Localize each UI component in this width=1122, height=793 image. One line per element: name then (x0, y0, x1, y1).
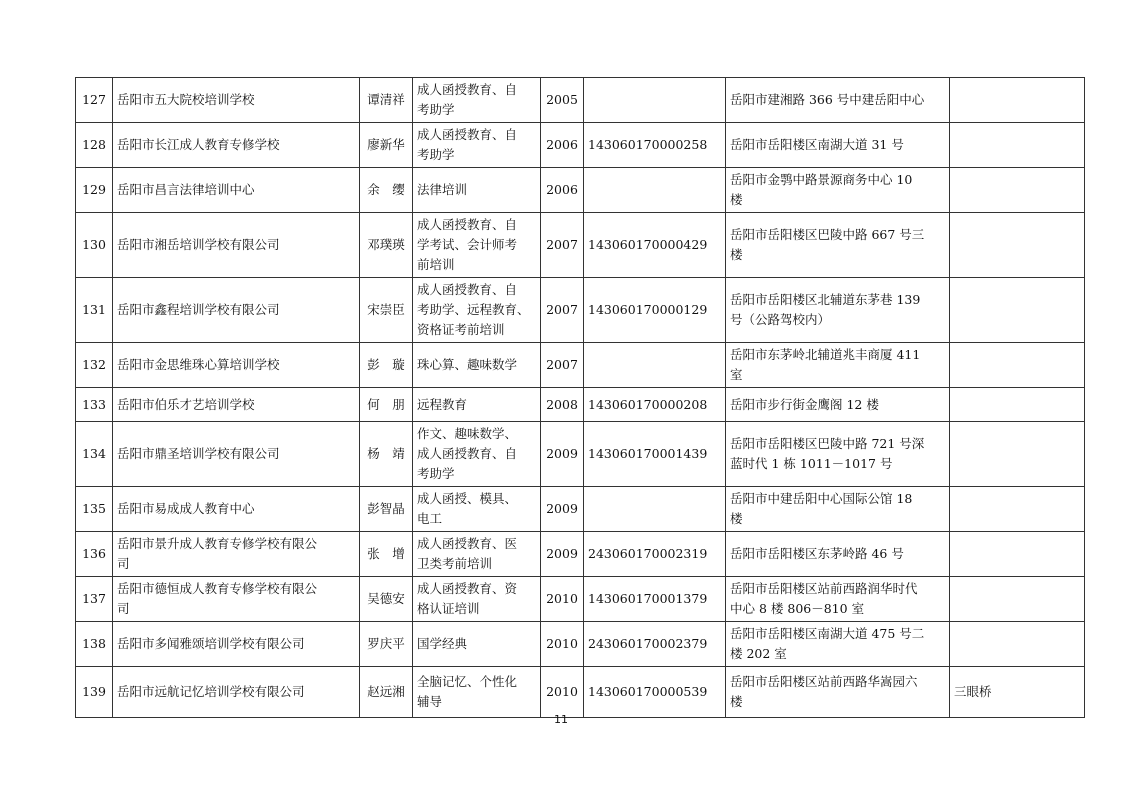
legal-representative-cell: 罗庆平 (360, 622, 413, 667)
note-cell (950, 278, 1085, 343)
note-cell (950, 213, 1085, 278)
row-number-cell: 128 (76, 123, 113, 168)
note-cell (950, 343, 1085, 388)
table-row (76, 78, 1085, 123)
address-cell: 岳阳市步行街金鹰阁 12 楼 (726, 388, 950, 422)
row-number-cell: 136 (76, 532, 113, 577)
table-row (76, 343, 1085, 388)
license-number-cell: 143060170001439 (584, 422, 726, 487)
address-cell: 岳阳市岳阳楼区巴陵中路 667 号三 楼 (726, 213, 950, 278)
training-scope-cell: 成人函授教育、医 卫类考前培训 (413, 532, 541, 577)
row-number-cell: 137 (76, 577, 113, 622)
page-number: 11 (554, 713, 568, 726)
school-name-cell: 岳阳市鑫程培训学校有限公司 (113, 278, 360, 343)
legal-representative-cell: 邓璞瑛 (360, 213, 413, 278)
legal-representative-cell: 吴德安 (360, 577, 413, 622)
address-cell: 岳阳市金鹗中路景源商务中心 10 楼 (726, 168, 950, 213)
school-name-cell: 岳阳市湘岳培训学校有限公司 (113, 213, 360, 278)
year-established-cell: 2006 (541, 168, 584, 213)
year-established-cell: 2007 (541, 343, 584, 388)
school-name-cell: 岳阳市景升成人教育专修学校有限公 司 (113, 532, 360, 577)
row-number-cell: 132 (76, 343, 113, 388)
note-cell (950, 622, 1085, 667)
table-row (76, 622, 1085, 667)
row-number-cell: 138 (76, 622, 113, 667)
table-row (76, 213, 1085, 278)
table-row (76, 388, 1085, 422)
school-name-cell: 岳阳市昌言法律培训中心 (113, 168, 360, 213)
school-name-cell: 岳阳市易成成人教育中心 (113, 487, 360, 532)
license-number-cell: 143060170000129 (584, 278, 726, 343)
row-number-cell: 139 (76, 667, 113, 718)
year-established-cell: 2008 (541, 388, 584, 422)
training-scope-cell: 成人函授教育、自 学考试、会计师考 前培训 (413, 213, 541, 278)
year-established-cell: 2009 (541, 422, 584, 487)
year-established-cell: 2006 (541, 123, 584, 168)
legal-representative-cell: 廖新华 (360, 123, 413, 168)
year-established-cell: 2007 (541, 213, 584, 278)
address-cell: 岳阳市岳阳楼区南湖大道 31 号 (726, 123, 950, 168)
row-number-cell: 131 (76, 278, 113, 343)
legal-representative-cell: 彭智晶 (360, 487, 413, 532)
legal-representative-cell: 谭清祥 (360, 78, 413, 123)
address-cell: 岳阳市岳阳楼区东茅岭路 46 号 (726, 532, 950, 577)
license-number-cell: 143060170000539 (584, 667, 726, 718)
table-row (76, 422, 1085, 487)
note-cell (950, 487, 1085, 532)
note-cell (950, 168, 1085, 213)
license-number-cell (584, 487, 726, 532)
year-established-cell: 2007 (541, 278, 584, 343)
note-cell (950, 123, 1085, 168)
year-established-cell: 2009 (541, 487, 584, 532)
license-number-cell: 243060170002379 (584, 622, 726, 667)
license-number-cell (584, 168, 726, 213)
school-name-cell: 岳阳市鼎圣培训学校有限公司 (113, 422, 360, 487)
address-cell: 岳阳市中建岳阳中心国际公馆 18 楼 (726, 487, 950, 532)
table-row (76, 577, 1085, 622)
license-number-cell (584, 78, 726, 123)
school-name-cell: 岳阳市伯乐才艺培训学校 (113, 388, 360, 422)
note-cell (950, 577, 1085, 622)
school-name-cell: 岳阳市金思维珠心算培训学校 (113, 343, 360, 388)
license-number-cell: 143060170000258 (584, 123, 726, 168)
training-scope-cell: 成人函授教育、自 考助学 (413, 78, 541, 123)
address-cell: 岳阳市建湘路 366 号中建岳阳中心 (726, 78, 950, 123)
training-scope-cell: 远程教育 (413, 388, 541, 422)
address-cell: 岳阳市岳阳楼区南湖大道 475 号二 楼 202 室 (726, 622, 950, 667)
training-scope-cell: 成人函授教育、自 考助学、远程教育、 资格证考前培训 (413, 278, 541, 343)
legal-representative-cell: 何 朋 (360, 388, 413, 422)
legal-representative-cell: 余 缨 (360, 168, 413, 213)
legal-representative-cell: 杨 靖 (360, 422, 413, 487)
legal-representative-cell: 彭 璇 (360, 343, 413, 388)
training-scope-cell: 全脑记忆、个性化 辅导 (413, 667, 541, 718)
address-cell: 岳阳市岳阳楼区北辅道东茅巷 139 号（公路驾校内） (726, 278, 950, 343)
address-cell: 岳阳市岳阳楼区巴陵中路 721 号深 蓝时代 1 栋 1011－1017 号 (726, 422, 950, 487)
row-number-cell: 135 (76, 487, 113, 532)
table-row (76, 487, 1085, 532)
address-cell: 岳阳市岳阳楼区站前西路润华时代 中心 8 楼 806－810 室 (726, 577, 950, 622)
training-scope-cell: 国学经典 (413, 622, 541, 667)
row-number-cell: 133 (76, 388, 113, 422)
note-cell (950, 388, 1085, 422)
table-row (76, 278, 1085, 343)
license-number-cell: 143060170001379 (584, 577, 726, 622)
legal-representative-cell: 张 增 (360, 532, 413, 577)
row-number-cell: 129 (76, 168, 113, 213)
school-name-cell: 岳阳市多闻雅颂培训学校有限公司 (113, 622, 360, 667)
table-row (76, 168, 1085, 213)
note-cell (950, 532, 1085, 577)
note-cell (950, 422, 1085, 487)
training-scope-cell: 成人函授教育、资 格认证培训 (413, 577, 541, 622)
registry-table (75, 77, 1085, 718)
table-row (76, 667, 1085, 718)
training-scope-cell: 成人函授、模具、 电工 (413, 487, 541, 532)
note-cell: 三眼桥 (950, 667, 1085, 718)
year-established-cell: 2010 (541, 667, 584, 718)
row-number-cell: 134 (76, 422, 113, 487)
training-scope-cell: 法律培训 (413, 168, 541, 213)
table-row (76, 123, 1085, 168)
row-number-cell: 130 (76, 213, 113, 278)
legal-representative-cell: 宋崇臣 (360, 278, 413, 343)
school-name-cell: 岳阳市五大院校培训学校 (113, 78, 360, 123)
legal-representative-cell: 赵远湘 (360, 667, 413, 718)
note-cell (950, 78, 1085, 123)
training-scope-cell: 作文、趣味数学、 成人函授教育、自 考助学 (413, 422, 541, 487)
license-number-cell: 243060170002319 (584, 532, 726, 577)
license-number-cell: 143060170000429 (584, 213, 726, 278)
school-name-cell: 岳阳市长江成人教育专修学校 (113, 123, 360, 168)
training-scope-cell: 珠心算、趣味数学 (413, 343, 541, 388)
year-established-cell: 2009 (541, 532, 584, 577)
training-scope-cell: 成人函授教育、自 考助学 (413, 123, 541, 168)
row-number-cell: 127 (76, 78, 113, 123)
year-established-cell: 2010 (541, 622, 584, 667)
table-row (76, 532, 1085, 577)
license-number-cell: 143060170000208 (584, 388, 726, 422)
address-cell: 岳阳市东茅岭北辅道兆丰商厦 411 室 (726, 343, 950, 388)
school-name-cell: 岳阳市远航记忆培训学校有限公司 (113, 667, 360, 718)
license-number-cell (584, 343, 726, 388)
address-cell: 岳阳市岳阳楼区站前西路华嵩园六 楼 (726, 667, 950, 718)
year-established-cell: 2005 (541, 78, 584, 123)
year-established-cell: 2010 (541, 577, 584, 622)
school-name-cell: 岳阳市德恒成人教育专修学校有限公 司 (113, 577, 360, 622)
